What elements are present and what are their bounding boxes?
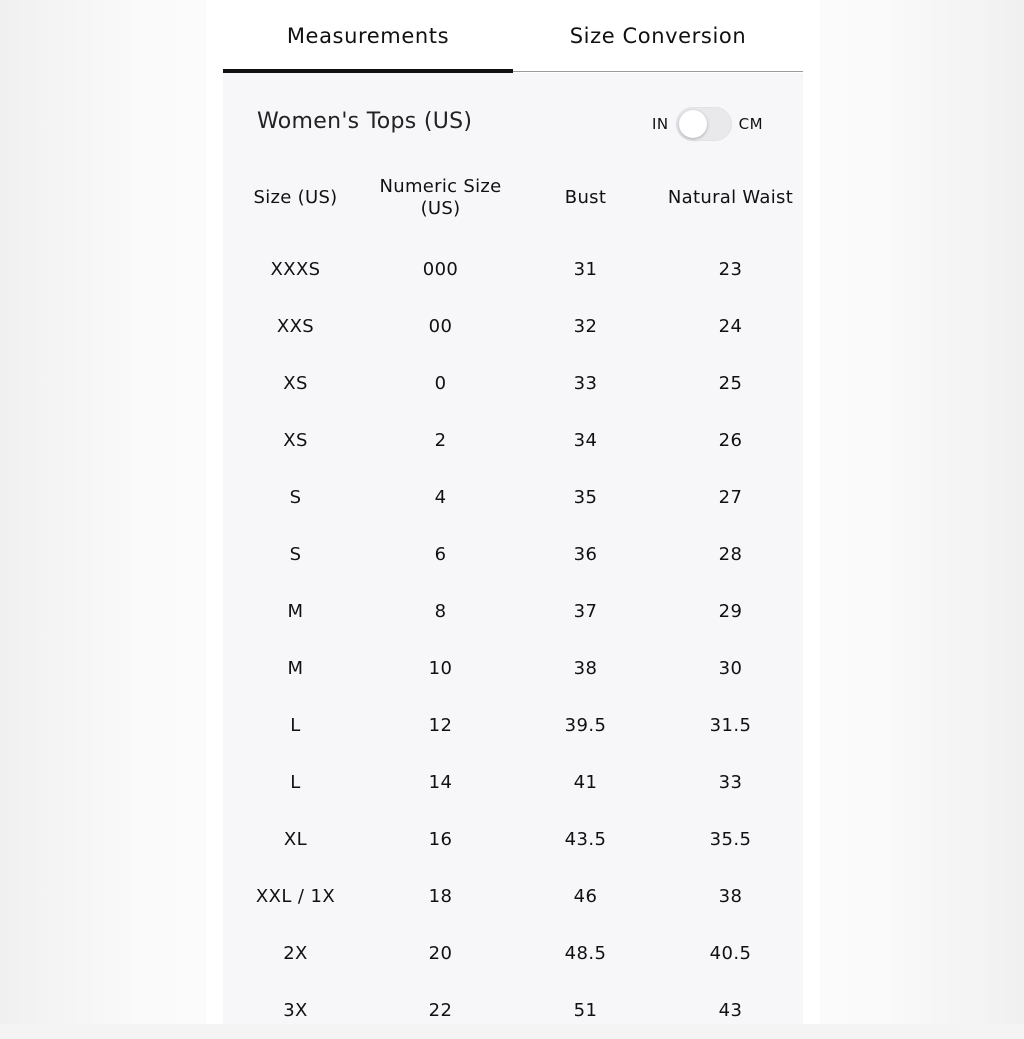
cell-bust: 39.5 [564,715,607,736]
cell-natural-waist: 23 [718,259,743,280]
cell-natural-waist: 25 [718,373,743,394]
cell-bust: 31 [573,259,598,280]
unit-label-in: IN [652,115,669,133]
column-header-bust: Bust [564,187,607,208]
cell-size: S [289,544,302,565]
cell-numeric-size: 12 [428,715,453,736]
table-body [223,228,803,1039]
cell-size: XS [283,373,308,394]
cell-natural-waist: 27 [718,487,743,508]
cell-size: XXS [276,316,315,337]
table-row [223,982,803,1039]
cell-numeric-size: 18 [428,886,453,907]
cell-natural-waist: 33 [718,772,743,793]
size-chart-card [206,0,820,1024]
cell-bust: 32 [573,316,598,337]
cell-numeric-size: 14 [428,772,453,793]
cell-size: L [290,715,301,736]
cell-natural-waist: 31.5 [709,715,752,736]
size-table [223,168,803,1039]
measurements-panel [223,73,803,1024]
table-row [223,640,803,697]
cell-numeric-size: 0 [434,373,447,394]
column-header-numeric-size: Numeric Size (US) [379,176,502,219]
cell-numeric-size: 16 [428,829,453,850]
table-row [223,526,803,583]
table-row [223,583,803,640]
tab-measurements[interactable]: Measurements [286,24,450,48]
cell-natural-waist: 38 [718,886,743,907]
cell-bust: 51 [573,1000,598,1021]
cell-natural-waist: 24 [718,316,743,337]
switch-knob [679,110,707,138]
cell-size: 2X [283,943,308,964]
cell-size: M [287,601,304,622]
cell-bust: 37 [573,601,598,622]
cell-bust: 38 [573,658,598,679]
table-row [223,754,803,811]
table-row [223,412,803,469]
cell-bust: 48.5 [564,943,607,964]
cell-size: XXXS [270,259,321,280]
cell-size: L [290,772,301,793]
cell-numeric-size: 10 [428,658,453,679]
tab-bar [223,0,803,72]
column-header-size: Size (US) [253,187,338,208]
cell-natural-waist: 40.5 [709,943,752,964]
cell-bust: 34 [573,430,598,451]
cell-numeric-size: 20 [428,943,453,964]
unit-toggle [652,106,763,142]
table-row [223,298,803,355]
cell-numeric-size: 4 [434,487,447,508]
cell-bust: 35 [573,487,598,508]
table-row [223,697,803,754]
cell-numeric-size: 6 [434,544,447,565]
cell-numeric-size: 00 [428,316,453,337]
cell-size: 3X [283,1000,308,1021]
cell-size: XL [283,829,308,850]
table-header-row [223,168,803,228]
tab-size-conversion[interactable]: Size Conversion [569,24,747,48]
cell-size: S [289,487,302,508]
table-row [223,355,803,412]
unit-label-cm: CM [738,115,764,133]
cell-bust: 41 [573,772,598,793]
cell-bust: 46 [573,886,598,907]
column-header-natural-waist: Natural Waist [667,187,794,208]
table-row [223,469,803,526]
table-row [223,925,803,982]
cell-numeric-size: 000 [422,259,459,280]
cell-bust: 36 [573,544,598,565]
cell-bust: 43.5 [564,829,607,850]
cell-bust: 33 [573,373,598,394]
cell-numeric-size: 22 [428,1000,453,1021]
cell-numeric-size: 8 [434,601,447,622]
cell-numeric-size: 2 [434,430,447,451]
table-row [223,241,803,298]
cell-size: XXL / 1X [255,886,336,907]
cell-natural-waist: 26 [718,430,743,451]
panel-title: Women's Tops (US) [257,109,473,134]
unit-switch[interactable] [676,107,732,141]
cell-natural-waist: 43 [718,1000,743,1021]
cell-size: M [287,658,304,679]
cell-natural-waist: 35.5 [709,829,752,850]
cell-natural-waist: 30 [718,658,743,679]
cell-natural-waist: 29 [718,601,743,622]
cell-size: XS [283,430,308,451]
cell-natural-waist: 28 [718,544,743,565]
table-row [223,868,803,925]
table-row [223,811,803,868]
